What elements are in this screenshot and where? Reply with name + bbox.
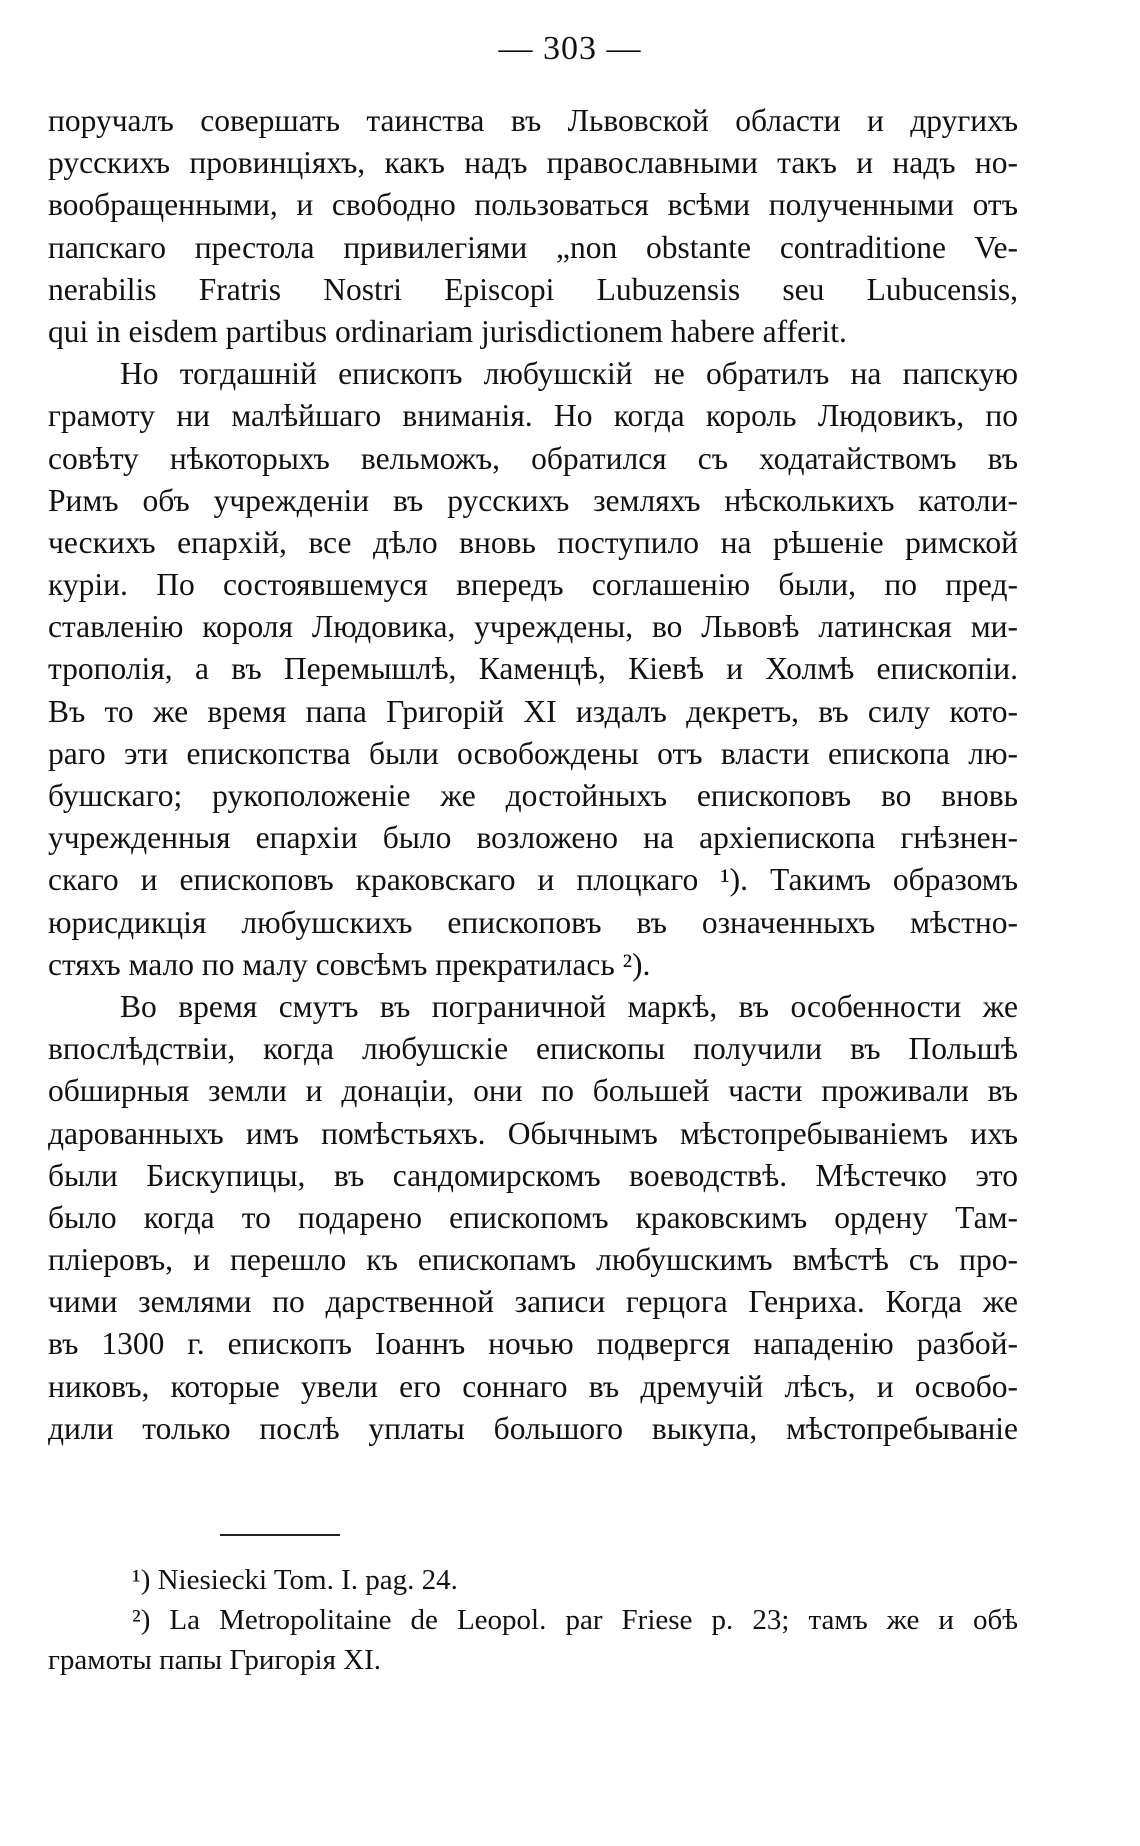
text-line: раго эти епископства были освобождены отъ власти епископа лю- [48,735,1018,771]
text-line: поручалъ совершать таинства въ Львовской области и другихъ [48,103,1018,138]
text-line: было когда то подарено епископомъ краковскимъ ордену Там- [48,1199,1018,1235]
text-line: дили только послѣ уплаты большого выкупа, мѣстопребываніе [48,1410,1018,1446]
text-line: юрисдикція любушскихъ епископовъ въ означенныхъ мѣстно- [48,904,1018,940]
text-line: въ 1300 г. епископъ Іоаннъ ночью подвергся нападенію разбой- [48,1326,1018,1362]
text-line: nerabilis Fratris Nostri Episcopi Lubuzensis seu Lubucensis, [48,271,1018,307]
text-line: папскаго престола привилегіями „non obstante contraditione Ve- [48,229,1018,265]
text-line: qui in eisdem partibus ordinariam jurisdictionem habere afferit. [48,313,847,349]
text-line: были Бискупицы, въ сандомирскомъ воеводствѣ. Мѣстечко это [48,1157,1018,1193]
text-line: впослѣдствіи, когда любушскіе епископы получили въ Польшѣ [48,1031,1018,1067]
text-line: дарованныхъ имъ помѣстьяхъ. Обычнымъ мѣстопребываніемъ ихъ [48,1115,1018,1151]
footnote-line: ¹) Niesiecki Tom. I. pag. 24. [132,1564,458,1596]
text-line: никовъ, которые увели его соннаго въ дремучій лѣсъ, и освобо- [48,1368,1018,1404]
text-line: ческихъ епархій, все дѣло вновь поступило на рѣшеніе римской [48,524,1018,560]
text-line: бушскаго; рукоположеніе же достойныхъ епископовъ во вновь [48,778,1018,813]
text-line: пліеровъ, и перешло къ епископамъ любушскимъ вмѣстѣ съ про- [48,1242,1018,1278]
body-text [48,100,1018,1450]
text-line: Но тогдашній епископъ любушскій не обратилъ на папскую [120,356,1018,392]
text-line: русскихъ провинціяхъ, какъ надъ православными такъ и надъ но- [48,145,1018,181]
text-line: куріи. По состоявшемуся впередъ соглашенію были, по пред- [48,567,1018,603]
text-line: Римъ объ учрежденіи въ русскихъ земляхъ нѣсколькихъ католи- [48,482,1018,518]
text-line: обширныя земли и донаціи, они по большей части проживали въ [48,1073,1018,1109]
text-line: скаго и епископовъ краковскаго и плоцкаго ¹). Такимъ образомъ [48,862,1018,898]
footnote-line: грамоты папы Григорія XI. [48,1644,382,1676]
footnote-divider [220,1534,340,1536]
text-line: вообращенными, и свободно пользоваться всѣми полученными отъ [48,187,1018,223]
text-line: ставленію короля Людовика, учреждены, во Львовѣ латинская ми- [48,609,1018,645]
text-line: чими землями по дарственной записи герцога Генриха. Когда же [48,1284,1018,1320]
footnote-line: ²) La Metropolitaine de Leopol. par Friese p. 23; тамъ же и обѣ [132,1604,1018,1636]
page-number: — 303 — [498,30,642,67]
text-line: стяхъ мало по малу совсѣмъ прекратилась ²). [48,946,651,982]
text-line: Въ то же время папа Григорій XI издалъ декретъ, въ силу кото- [48,693,1018,729]
footnotes [48,1560,1018,1680]
text-line: совѣту нѣкоторыхъ вельможъ, обратился съ ходатайствомъ въ [48,440,1018,476]
text-line: Во время смутъ въ пограничной маркѣ, въ особенности же [120,988,1018,1024]
text-line: учрежденныя епархіи было возложено на архіепископа гнѣзнен- [48,820,1018,856]
text-line: грамоту ни малѣйшаго вниманія. Но когда король Людовикъ, по [48,398,1018,434]
text-line: трополія, а въ Перемышлѣ, Каменцѣ, Кіевѣ и Холмѣ епископіи. [48,651,1018,687]
